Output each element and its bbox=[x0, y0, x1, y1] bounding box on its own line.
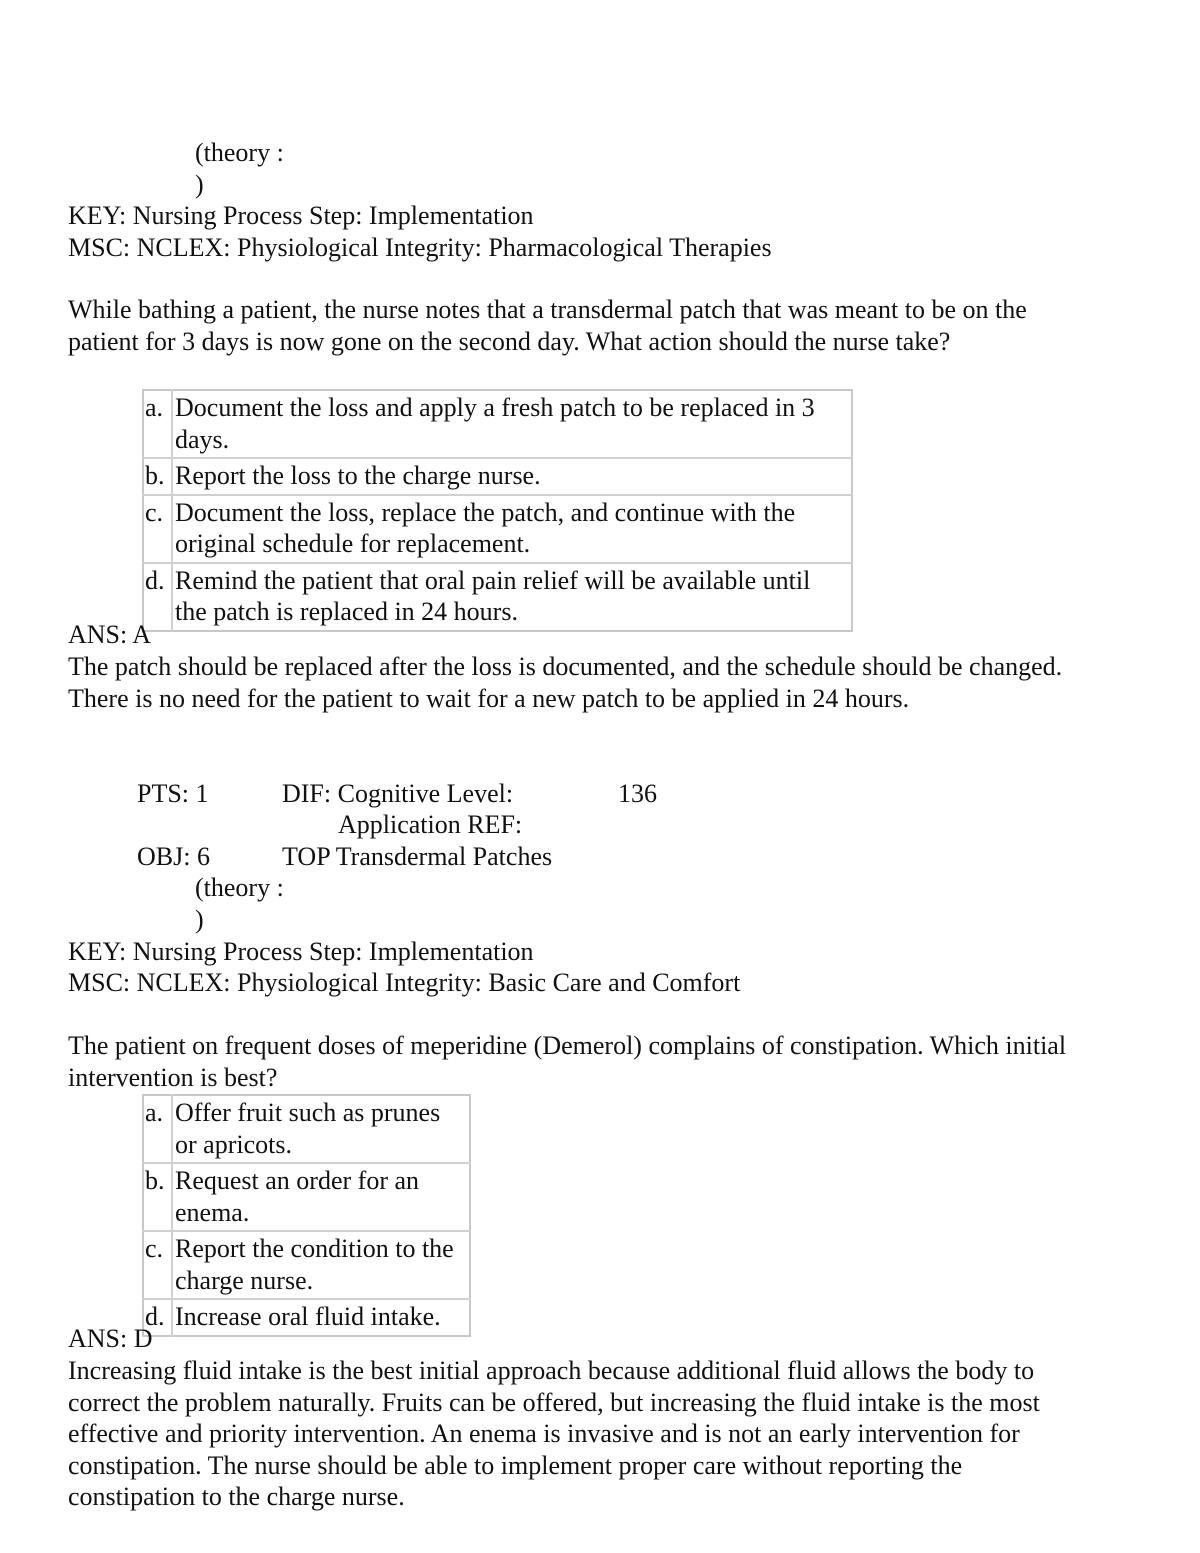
choice-letter: b. bbox=[143, 458, 172, 495]
choice-row[interactable] bbox=[143, 1299, 470, 1336]
choice-text: Offer fruit such as prunes or apricots. bbox=[172, 1095, 470, 1163]
choice-letter: c. bbox=[143, 495, 172, 563]
choice-row[interactable] bbox=[143, 390, 852, 458]
question-1-rationale: The patch should be replaced after the loss is documented, and the schedule should be changed. There is no need for the patient to wait for a new patch to be applied in 24 hours. bbox=[68, 652, 1063, 713]
reference-page: 136 bbox=[618, 779, 657, 808]
topic-label: TOP Transdermal Patches bbox=[282, 842, 553, 871]
choice-row[interactable] bbox=[143, 495, 852, 563]
choice-row[interactable] bbox=[143, 458, 852, 495]
choice-row[interactable] bbox=[143, 1163, 470, 1231]
key-line: KEY: Nursing Process Step: Implementation bbox=[68, 937, 534, 966]
choice-letter: c. bbox=[143, 1231, 172, 1299]
difficulty-level-ref: Application REF: bbox=[338, 810, 523, 839]
theory-close-text: ) bbox=[195, 170, 204, 199]
choice-text: Document the loss and apply a fresh patch to be replaced in 3 days. bbox=[172, 390, 852, 458]
choice-letter: d. bbox=[143, 563, 172, 631]
choice-row[interactable] bbox=[143, 1231, 470, 1299]
choice-letter: a. bbox=[145, 1098, 164, 1127]
question-2-rationale: Increasing fluid intake is the best initial approach because additional fluid allows the body to correct the problem naturally. Fruits can be offered, but increasing the fluid intake is the most effective and priority intervention. An enema is invasive and is not an early intervention for constipation. The nurse should be able to implement proper care without reporting the constipation to the charge nurse. bbox=[68, 1356, 1040, 1511]
msc-line: MSC: NCLEX: Physiological Integrity: Pharmacological Therapies bbox=[68, 233, 772, 262]
key-line: KEY: Nursing Process Step: Implementation bbox=[68, 201, 534, 230]
question-2-choices-table bbox=[142, 1094, 471, 1337]
theory-open-text: (theory : bbox=[195, 873, 284, 902]
question-2-stem: The patient on frequent doses of meperidine (Demerol) complains of constipation. Which initial intervention is best? bbox=[68, 1031, 1067, 1092]
points-label: PTS: 1 bbox=[137, 779, 209, 808]
choice-text: Report the condition to the charge nurse. bbox=[172, 1231, 470, 1299]
choice-text: Document the loss, replace the patch, and continue with the original schedule for replacement. bbox=[172, 495, 852, 563]
difficulty-label: DIF: Cognitive Level: bbox=[282, 779, 514, 808]
msc-line: MSC: NCLEX: Physiological Integrity: Basic Care and Comfort bbox=[68, 968, 741, 997]
question-1-answer: ANS: A bbox=[68, 620, 152, 649]
choice-text: Remind the patient that oral pain relief will be available until the patch is replaced in 24 hours. bbox=[172, 563, 852, 631]
choice-letter: b. bbox=[143, 1163, 172, 1231]
choice-text: Request an order for an enema. bbox=[172, 1163, 470, 1231]
question-2-answer: ANS: D bbox=[68, 1324, 153, 1353]
choice-row[interactable] bbox=[143, 563, 852, 631]
choice-text: Increase oral fluid intake. bbox=[172, 1299, 470, 1336]
choice-text: Report the loss to the charge nurse. bbox=[172, 458, 852, 495]
choice-row[interactable] bbox=[143, 1095, 470, 1163]
question-1-choices-table bbox=[142, 389, 853, 632]
choice-letter: a. bbox=[145, 393, 164, 422]
theory-open-text: (theory : bbox=[195, 138, 284, 167]
theory-close-text: ) bbox=[195, 905, 204, 934]
question-1-stem: While bathing a patient, the nurse notes that a transdermal patch that was meant to be on the patient for 3 days is now gone on the second day. What action should the nurse take? bbox=[68, 295, 1027, 356]
objective-label: OBJ: 6 bbox=[137, 842, 210, 871]
choice-letter: d. bbox=[143, 1299, 172, 1336]
